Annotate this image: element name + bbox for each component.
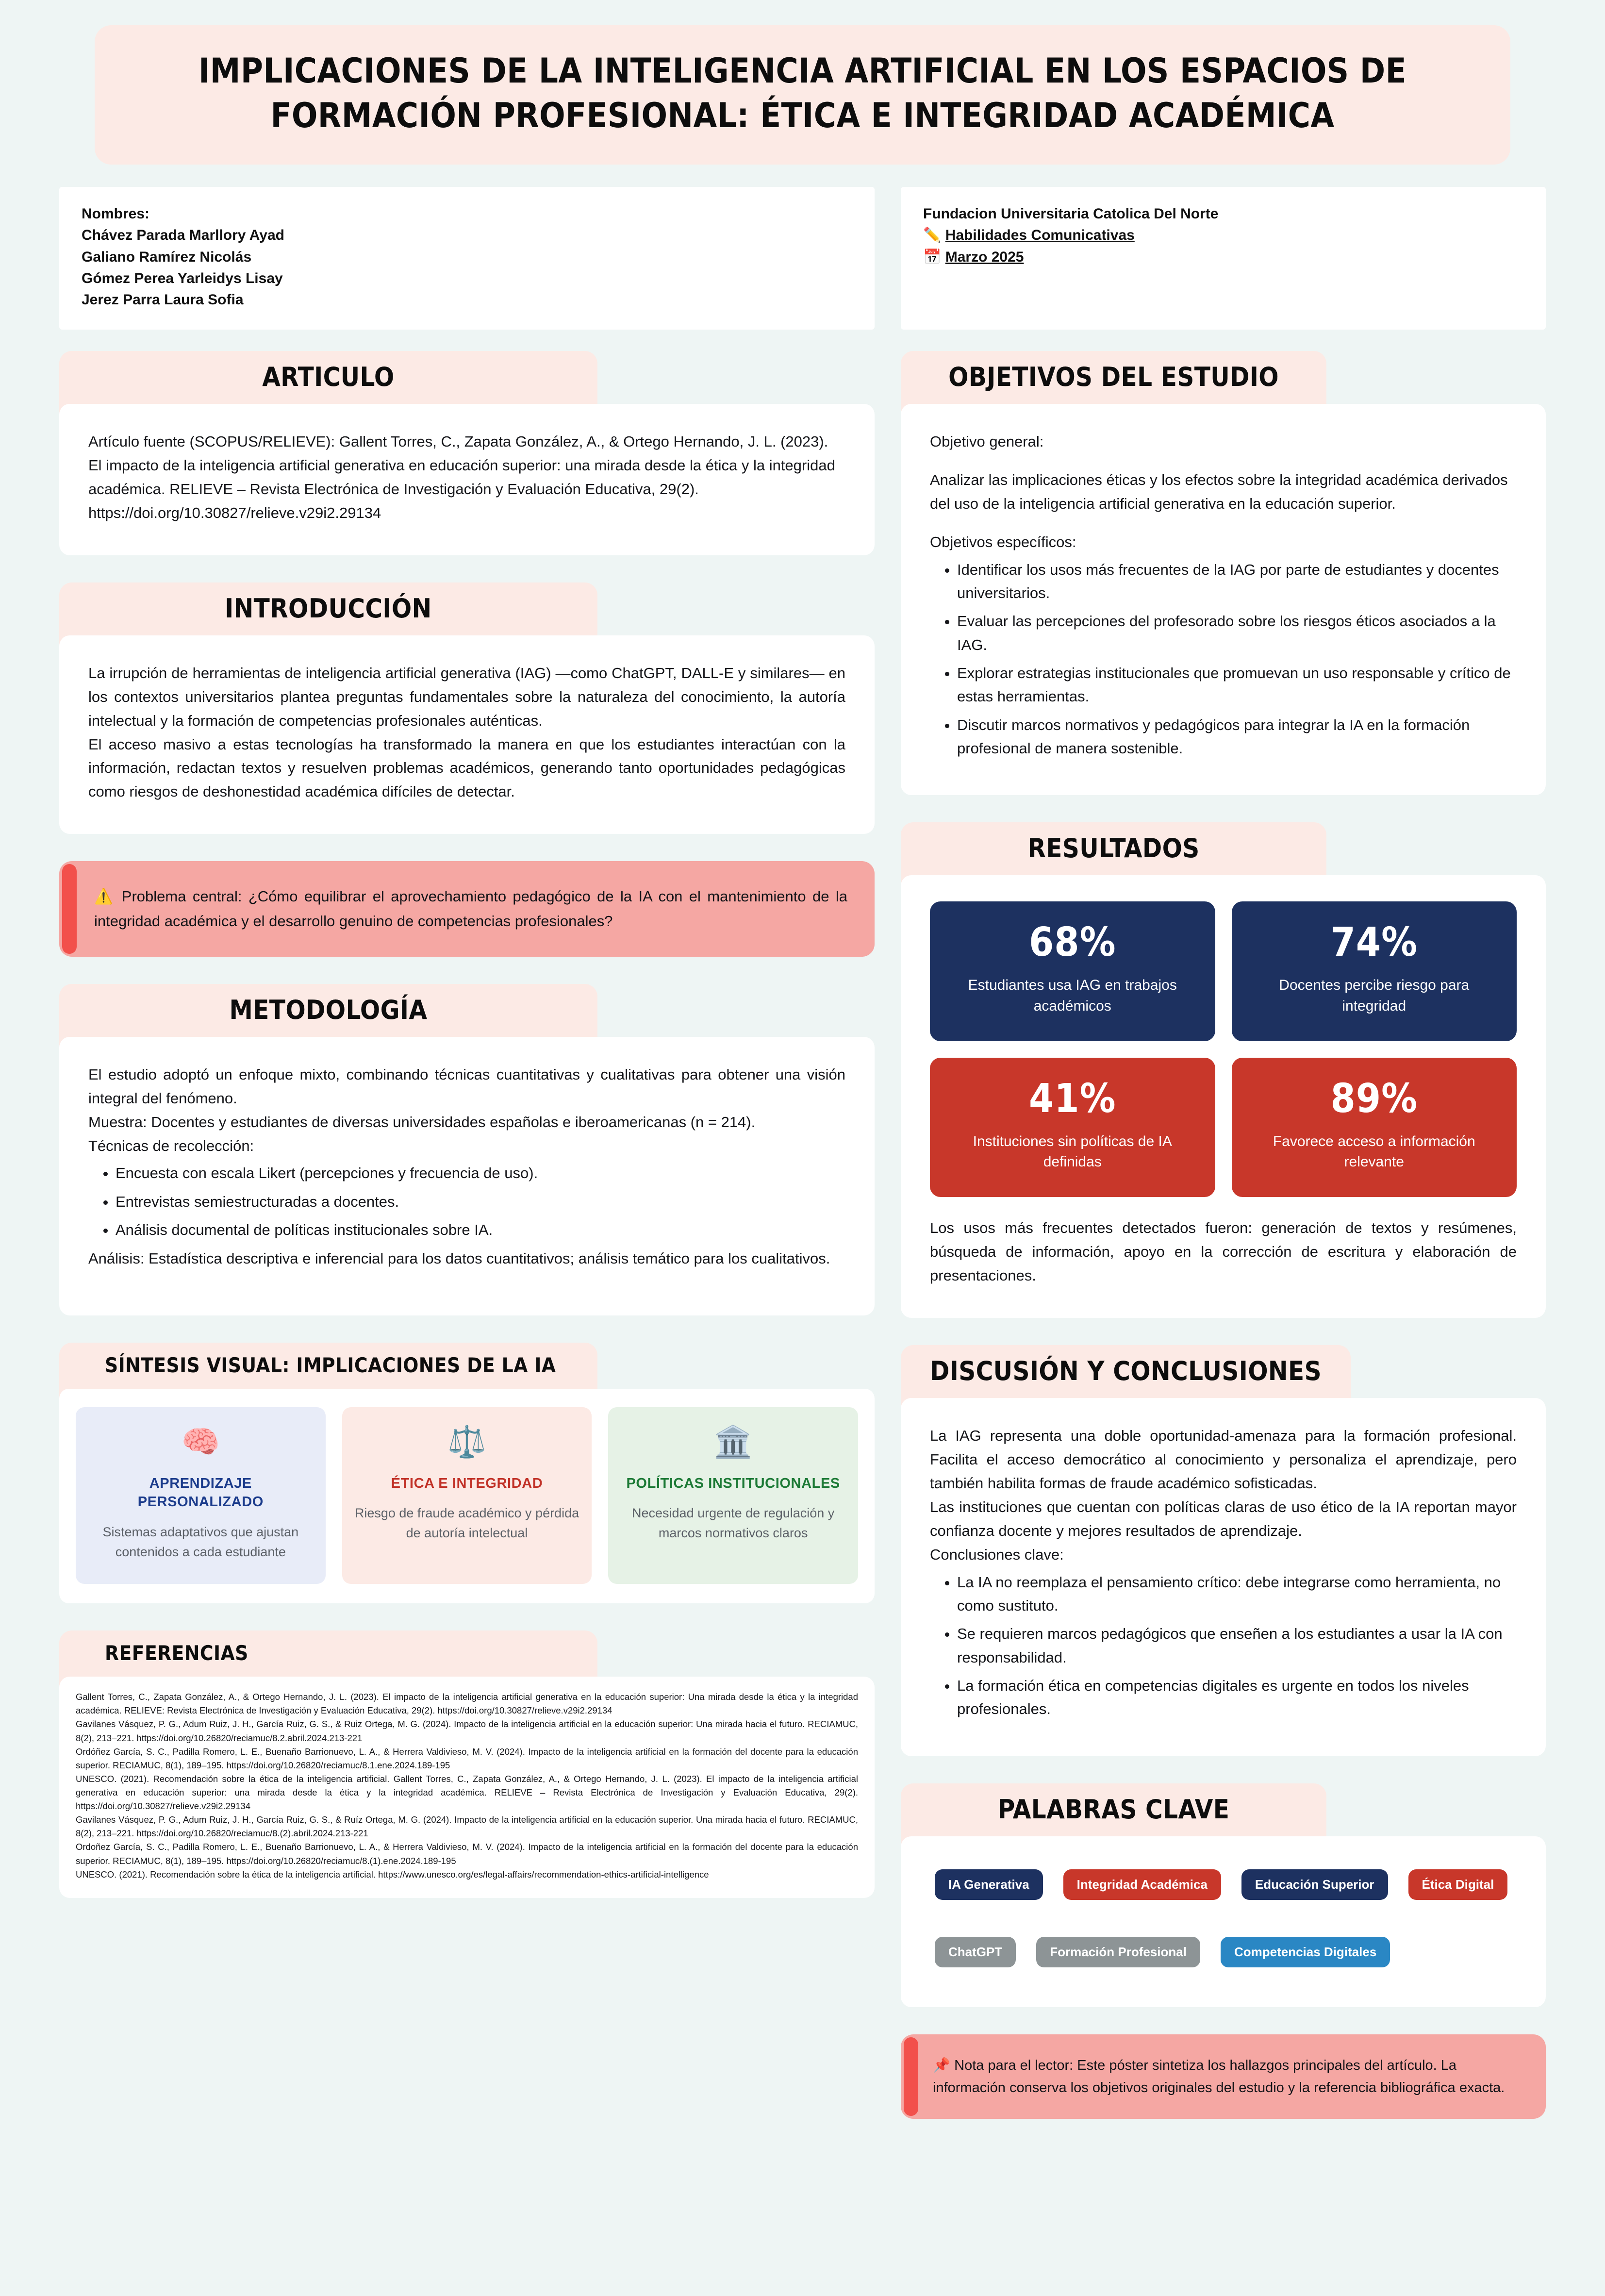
reference-item: Gavilanes Vásquez, P. G., Adum Ruiz, J. H., García Ruiz, G. S., & Ruíz Ortega, M. G. (2024). Impacto de la inteligencia artificial en la educación superior. Una mirada hacia el futuro. RECIAMUC, 8(2), 213–221. https://doi.org/10.26820/reciamuc/8.(2).abril.2024.213-221 [76,1814,858,1839]
stat-card [930,1058,1215,1197]
poster-columns [59,351,1546,2119]
spacer [88,1271,845,1285]
institution-name: Fundacion Universitaria Catolica Del Norte [923,205,1219,222]
brain-icon: 🧠 [181,1424,220,1460]
section-title: OBJETIVOS DEL ESTUDIO [948,361,1279,392]
reference-item: Gavilanes Vásquez, P. G., Adum Ruiz, J. H., García Ruiz, G. S., & Ruiz Ortega, M. G. (2024). Impacto de la inteligencia artificial en la educación superior: Una mirada hacia el futuro. RECIAMUC, 8(2), 213–221. https://doi.org/10.26820/reciamuc/8.2.abril.2024.213-221 [76,1719,858,1743]
section-title: INTRODUCCIÓN [225,593,432,624]
section-title: REFERENCIAS [105,1641,248,1665]
keyword-tag[interactable]: ChatGPT [935,1937,1016,1967]
list-item: • Identificar los usos más frecuentes de la IAG por parte de estudiantes y docentes universitarios. [957,558,1517,605]
discusion-paragraph-1: La IAG representa una doble oportunidad-amenaza para la formación profesional. Facilita el acceso democrático al conocimiento y personaliza el aprendizaje, pero también habilita formas de fraude académico sofisticadas. [930,1427,1517,1492]
section-body [901,1836,1546,2007]
sintesis-card-title: APRENDIZAJE PERSONALIZADO [137,1475,264,1510]
sintesis-card-grid [76,1407,858,1584]
keyword-tag[interactable]: Educación Superior [1241,1869,1388,1900]
list-item: • Análisis documental de políticas institucionales sobre IA. [116,1218,845,1242]
section-title: SÍNTESIS VISUAL: IMPLICACIONES DE LA IA [105,1353,556,1377]
stat-value: 74% [1330,919,1418,966]
section-body [59,635,875,834]
poster-date: Marzo 2025 [945,249,1024,265]
spacer [930,454,1517,468]
list-item: • La IA no reemplaza el pensamiento crítico: debe integrarse como herramienta, no como sustituto. [957,1571,1517,1618]
section-title: RESULTADOS [1027,833,1200,864]
keyword-tag[interactable]: Formación Profesional [1036,1937,1200,1967]
nota-text: Nota para el lector: Este póster sintetiza los hallazgos principales del artículo. La información conserva los objetivos originales del estudio y la referencia bibliográfica exacta. [933,2057,1505,2096]
sintesis-card-title: ÉTICA E INTEGRIDAD [391,1475,543,1491]
section-articulo [59,351,875,555]
stat-card [930,901,1215,1041]
resultados-footer-text: Los usos más frecuentes detectados fueron: generación de textos y resúmenes, búsqueda de información, apoyo en la corrección de escritura y elaboración de presentaciones. [930,1219,1517,1284]
list-item: • Se requieren marcos pedagógicos que enseñen a los estudiantes a usar la IA con responsabilidad. [957,1622,1517,1669]
date-line [923,247,1523,268]
section-title: DISCUSIÓN Y CONCLUSIONES [930,1355,1322,1386]
keyword-tag[interactable]: Ética Digital [1408,1869,1508,1900]
section-title: ARTICULO [262,361,395,392]
author-name: Gómez Perea Yarleidys Lisay [82,270,283,286]
reference-item: Ordoñez García, S. C., Padilla Romero, L. E., Buenaño Barrionuevo, L. A., & Herrera Valdivieso, M. V. (2024). Impacto de la inteligencia artificial en la formación del docente para la educación superior. RECIAMUC, 8(1), 189–195. https://doi.org/10.26820/reciamuc/8.(1).ene.2024.189-195 [76,1842,858,1866]
section-introduccion [59,582,875,834]
conclusiones-bullet-list [957,1571,1517,1721]
problema-text-line [94,884,847,933]
objetivos-bullet-list [957,558,1517,761]
list-item: • Discutir marcos normativos y pedagógicos para integrar la IA en la formación profesional de manera sostenible. [957,714,1517,761]
stat-card [1232,901,1517,1041]
section-body [59,404,875,555]
section-objetivos [901,351,1546,796]
articulo-text: Artículo fuente (SCOPUS/RELIEVE): Gallent Torres, C., Zapata González, A., & Ortego Hernando, J. L. (2023). El impacto de la inteligencia artificial generativa en educación superior: una mirada desde la ética y la integridad académica. RELIEVE – Revista Electrónica de Investigación y Evaluación Educativa, 29(2). https://doi.org/10.30827/relieve.v29i2.29134 [88,433,835,521]
reference-item: Ordóñez García, S. C., Padilla Romero, L. E., Buenaño Barrionuevo, L. A., & Herrera Valdivieso, M. V. (2024). Impacto de la inteligencia artificial en la formación del docente para la educación superior. RECIAMUC, 8(1), 189–195. https://doi.org/10.26820/reciamuc/8.1.ene.2024.189-195 [76,1746,858,1770]
reference-item: UNESCO. (2021). Recomendación sobre la ética de la inteligencia artificial. https://www.unesco.org/es/legal-affairs/recommendation-ethics-artificial-intelligence [76,1869,709,1880]
section-metodologia [59,984,875,1315]
poster-root [0,25,1605,2296]
stat-card [1232,1058,1517,1197]
poster-title-banner [95,25,1510,165]
bank-icon: 🏛️ [713,1424,753,1460]
section-title: METODOLOGÍA [229,994,428,1025]
metodologia-analisis: Análisis: Estadística descriptiva e inferencial para los datos cuantitativos; análisis temático para los cualitativos. [88,1249,830,1267]
objetivo-general-label: Objetivo general: [930,433,1044,450]
intro-paragraph-2: El acceso masivo a estas tecnologías ha transformado la manera en que los estudiantes interactúan con la información, redactan textos y resuelven problemas académicos, generando tanto oportunidades pedagógicas como riesgos de deshonestidad académica difíciles de detectar. [88,735,845,800]
author-name: Chávez Parada Marllory Ayad [82,227,284,244]
sintesis-card-desc: Sistemas adaptativos que ajustan contenidos a cada estudiante [102,1525,299,1559]
nota-lector-callout [901,2034,1546,2119]
keyword-tag[interactable]: IA Generativa [935,1869,1043,1900]
section-title: PALABRAS CLAVE [997,1794,1230,1825]
stat-label: Favorece acceso a información relevante [1273,1133,1475,1170]
section-resultados [901,822,1546,1317]
left-column [59,351,875,1925]
right-column [901,351,1546,2119]
metodologia-bullet-list [116,1162,845,1242]
keyword-tag[interactable]: Integridad Académica [1063,1869,1221,1900]
metodologia-paragraph-1: El estudio adoptó un enfoque mixto, combinando técnicas cuantitativas y cualitativas para obtener una visión integral del fenómeno. [88,1065,845,1107]
institution-card [901,187,1546,330]
sintesis-card [76,1407,326,1584]
list-item: • Explorar estrategias institucionales que promuevan un uso responsable y crítico de estas herramientas. [957,662,1517,709]
section-body [59,1037,875,1315]
authors-card [59,187,875,330]
section-sintesis-visual [59,1343,875,1604]
stat-value: 41% [1028,1075,1116,1122]
metodologia-muestra: Muestra: Docentes y estudiantes de diversas universidades españolas e iberoamericanas (n = 214). [88,1113,756,1131]
author-name: Jerez Parra Laura Sofia [82,292,244,308]
section-body [901,1398,1546,1756]
header-meta-row [59,187,1546,330]
course-line [923,225,1523,246]
stat-label: Docentes percibe riesgo para integridad [1279,977,1470,1015]
author-name: Galiano Ramírez Nicolás [82,249,252,265]
section-palabras-clave [901,1783,1546,2007]
stat-value: 68% [1028,919,1116,966]
sintesis-card-title: POLÍTICAS INSTITUCIONALES [626,1475,840,1491]
metodologia-tecnicas-label: Técnicas de recolección: [88,1137,254,1154]
sintesis-card [608,1407,858,1584]
pencil-icon: ✏️ [923,227,942,244]
section-discusion [901,1345,1546,1756]
list-item: • La formación ética en competencias digitales es urgente en todos los niveles profesionales. [957,1674,1517,1721]
spacer [930,516,1517,531]
section-referencias [59,1630,875,1898]
page-title: IMPLICACIONES DE LA INTELIGENCIA ARTIFICIAL EN LOS ESPACIOS DE FORMACIÓN PROFESIONAL: ÉTICA E INTEGRIDAD ACADÉMICA [198,51,1407,136]
discusion-paragraph-2: Las instituciones que cuentan con políticas claras de uso ético de la IA reportan mayor confianza docente y mejores resultados de aprendizaje. [930,1498,1517,1539]
warning-icon: ⚠️ [94,888,116,906]
calendar-icon: 📅 [923,248,942,266]
problema-text: Problema central: ¿Cómo equilibrar el aprovechamiento pedagógico de la IA con el mantenimiento de la integridad académica y el desarrollo genuino de competencias profesionales? [94,888,847,930]
keyword-tag-row [930,1930,1517,1977]
list-item: • Evaluar las percepciones del profesorado sobre los riesgos éticos asociados a la IAG. [957,610,1517,657]
pushpin-icon: 📌 [933,2056,951,2073]
sintesis-card-desc: Necesidad urgente de regulación y marcos normativos claros [632,1506,835,1540]
stat-label: Instituciones sin políticas de IA definidas [973,1133,1172,1170]
section-body [59,1677,875,1898]
conclusiones-label: Conclusiones clave: [930,1546,1064,1563]
stat-value: 89% [1330,1075,1418,1122]
list-item: • Encuesta con escala Likert (percepciones y frecuencia de uso). [116,1162,845,1185]
reference-item: Gallent Torres, C., Zapata González, A., & Ortego Hernando, J. L. (2023). El impacto de la inteligencia artificial generativa en la educación superior: Una mirada desde la ética y la integridad académica. RELIEVE: Revista Electrónica de Investigación y Evaluación Educativa, 29(2). https://doi.org/10.30827/relieve.v29i2.29134 [76,1692,858,1716]
resultados-stat-grid [930,901,1517,1197]
objetivos-especificos-label: Objetivos específicos: [930,533,1076,550]
section-body [901,404,1546,796]
sintesis-card [342,1407,592,1584]
nota-text-line [933,2054,1521,2099]
stat-label: Estudiantes usa IAG en trabajos académicos [968,977,1177,1015]
course-name: Habilidades Comunicativas [945,227,1135,244]
list-item: • Entrevistas semiestructuradas a docentes. [116,1190,845,1214]
authors-label: Nombres: [82,205,150,222]
sintesis-card-desc: Riesgo de fraude académico y pérdida de autoría intelectual [354,1506,579,1540]
reference-item: UNESCO. (2021). Recomendación sobre la ética de la inteligencia artificial. Gallent Torres, C., Zapata González, A., & Ortego Hernando, J. L. (2023). El impacto de la inteligencia artificial generativa en educación superior: una mirada desde la ética y la integridad académica. RELIEVE – Revista Electrónica de Investigación y Evaluación Educativa, 29(2). https://doi.org/10.30827/relieve.v29i2.29134 [76,1773,858,1812]
intro-paragraph-1: La irrupción de herramientas de inteligencia artificial generativa (IAG) —como ChatGPT, DALL-E y similares— en los contextos universitarios plantea preguntas fundamentales sobre la naturaleza del conocimiento, la autoría intelectual y la formación de competencias profesionales auténticas. [88,664,845,729]
keyword-tag[interactable]: Competencias Digitales [1221,1937,1390,1967]
keyword-tag-row [930,1863,1517,1910]
section-body [59,1389,875,1604]
section-body [901,875,1546,1317]
problema-callout [59,861,875,956]
scales-icon: ⚖️ [447,1424,486,1460]
objetivo-general-text: Analizar las implicaciones éticas y los efectos sobre la integridad académica derivados del uso de la inteligencia artificial generativa en la educación superior. [930,471,1508,512]
